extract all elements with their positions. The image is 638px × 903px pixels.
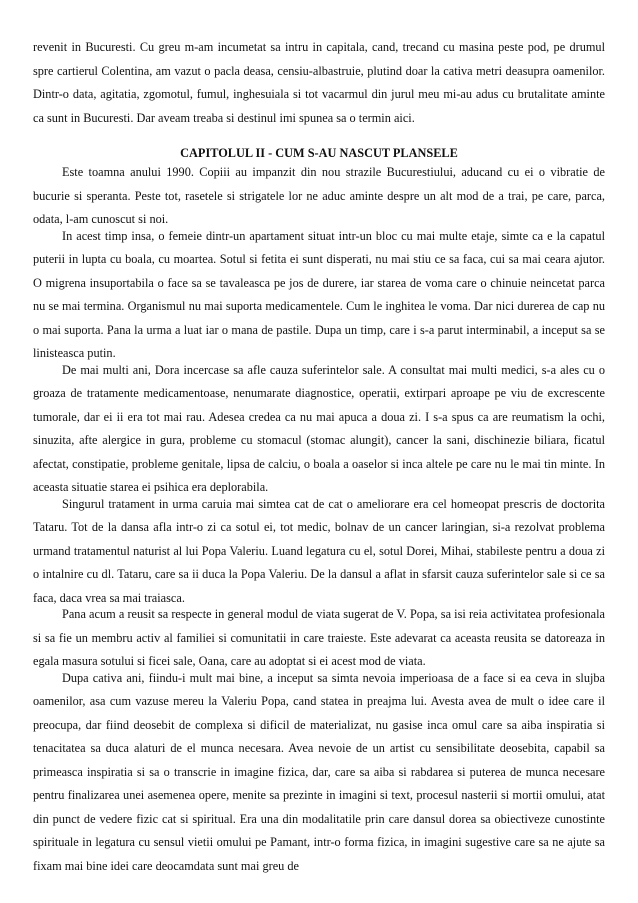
body-paragraph: In acest timp insa, o femeie dintr-un apartament situat intr-un bloc cu mai multe etaje, simte ca e la capatul puterii in lupta cu boala, cu moartea. Sotul si fetita ei sunt disperati, nu mai stiu ce sa faca, cui sa mai ceara ajutor. O migrena insuportabila o face sa se tavaleasca pe jos de durere, iar starea de voma care o chinuie neincetat parca nu se mai termina. Organismul nu mai suporta medicamentele. Cum le inghitea le voma. Dar nici durerea de cap nu o mai suporta. Pana la urma a luat iar o mana de pastile. Dupa un timp, care i s-a parut interminabil, a inceput sa se linisteasca putin. <box>33 228 605 360</box>
body-paragraph: Pana acum a reusit sa respecte in general modul de viata sugerat de V. Popa, sa isi reia activitatea profesionala si sa fie un membru activ al familiei si comunitatii in care traieste. Este adevarat ca aceasta reusita se datoreaza in egala masura sotului si ficei sale, Oana, care au adoptat si ei acest mod de viata. <box>33 607 605 668</box>
intro-paragraph: revenit in Bucuresti. Cu greu m-am incumetat sa intru in capitala, cand, trecand cu masina peste pod, pe drumul spre cartierul Colentina, am vazut o pacla deasa, censiu-albastruie, plutind doar la cativa metri deasupra oamenilor. Dintr-o data, agitatia, zgomotul, fumul, inghesuiala si tot vacarmul din jurul meu mi-au adus cu brutalitate aminte ca sunt in Bucuresti. Dar aveam treaba si destinul imi spunea sa o termin aici. <box>33 40 605 125</box>
document-page <box>33 36 605 878</box>
body-paragraph: Singurul tratament in urma caruia mai simtea cat de cat o ameliorare era cel homeopat prescris de doctorita Tataru. Tot de la dansa afla intr-o zi ca sotul ei, tot medic, bolnav de un cancer laringian, si-a rezolvat problema urmand tratamentul naturist al lui Popa Valeriu. Luand legatura cu el, sotul Dorei, Mihai, stabileste pentru a doua zi o intalnire cu dl. Tataru, care sa ii duca la Popa Valeriu. De la dansul a aflat in sfarsit cauza suferintelor sale si ce sa faca, daca vrea sa mai traiasca. <box>33 496 605 605</box>
body-paragraph: Este toamna anului 1990. Copiii au impanzit din nou strazile Bucurestiului, aducand cu ei o vibratie de bucurie si speranta. Peste tot, rasetele si strigatele lor ne aduc aminte despre un alt mod de a trai, pe care, parca, odata, l-am cunoscut si noi. <box>33 165 605 226</box>
body-paragraph: Dupa cativa ani, fiindu-i mult mai bine, a inceput sa simta nevoia imperioasa de a face si ea ceva in slujba oamenilor, asa cum vazuse mereu la Valeriu Popa, cand statea in preajma lui. Avesta avea de mult o idee care il preocupa, dar fiind deosebit de complexa si dificil de materializat, nu gasise inca omul care sa aiba inspiratia si tenacitatea sa duca alaturi de el munca necesara. Avea nevoie de un artist cu sensibilitate deosebita, capabil sa primeasca inspiratia si sa o transcrie in imagine fizica, dar, care sa aiba si rabdarea si puterea de munca necesare pentru finalizarea unei asemenea opere, menite sa prezinte in imagini si text, procesul nasterii si mortii omului, atat din punct de vedere fizic cat si spiritual. Era una din modalitatile prin care dansul dorea sa obiectiveze cunostinte spirituale in legatura cu sensul vietii omului pe Pamant, intr-o forma fizica, in imagini sugestive care sa ne ajute sa fixam mai bine idei care deocamdata sunt mai greu de <box>33 670 605 873</box>
chapter-title: CAPITOLUL II - CUM S-AU NASCUT PLANSELE <box>180 146 458 160</box>
body-paragraph: De mai multi ani, Dora incercase sa afle cauza suferintelor sale. A consultat mai multi medici, s-a ales cu o groaza de tratamente medicamentoase, nenumarate diagnostice, operatii, extirpari aproape pe viu de excrescente tumorale, dar ei ii era tot mai rau. Adesea credea ca nu mai apuca a doua zi. I s-a spus ca are reumatism la ochi, sinuzita, afte alergice in gura, probleme cu stomacul (stomac alungit), cancer la sani, dischinezie biliara, ficatul afectat, constipatie, probleme genitale, lipsa de calciu, o boala a oaselor si inca altele pe care nu le mai tin minte. In aceasta situatie starea ei psihica era deplorabila. <box>33 362 605 494</box>
